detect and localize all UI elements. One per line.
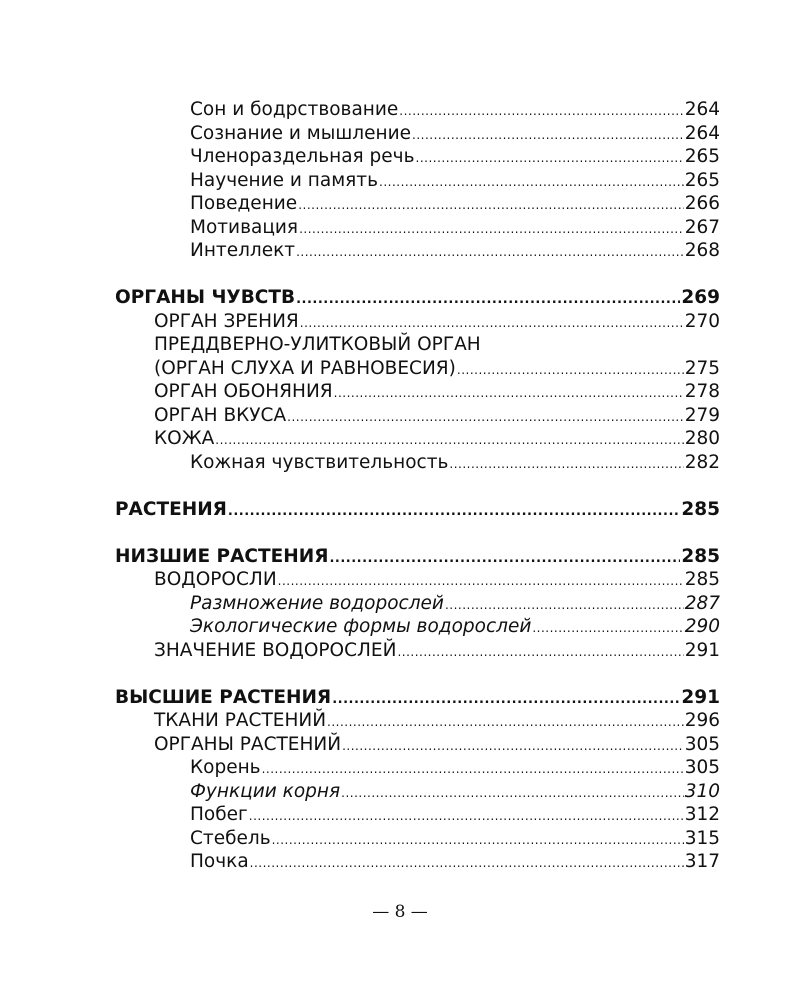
- toc-entry[interactable]: [115, 733, 720, 757]
- toc-entry-title: ОРГАН ОБОНЯНИЯ: [154, 381, 333, 402]
- dot-leader: [215, 427, 683, 453]
- toc-entry-page-number: 265: [684, 169, 720, 191]
- toc-section: [115, 98, 720, 263]
- toc-entry-page-number: 268: [684, 240, 720, 261]
- toc-entry[interactable]: [115, 310, 720, 334]
- toc-entry-title: Стебель: [190, 827, 271, 849]
- toc-entry[interactable]: [115, 122, 720, 146]
- dot-leader: [287, 404, 684, 430]
- toc-entry[interactable]: [115, 592, 720, 616]
- toc-entry-page-number: 312: [684, 804, 720, 825]
- toc-entry-title: Почка: [190, 851, 249, 872]
- toc-entry[interactable]: [115, 803, 720, 827]
- dot-leader: [228, 498, 680, 524]
- toc-entry-page-number: 310: [684, 780, 720, 802]
- toc-entry[interactable]: [115, 145, 720, 169]
- toc-entry-title: Членораздельная речь: [190, 146, 415, 167]
- toc-entry[interactable]: [115, 827, 720, 851]
- toc-entry[interactable]: [115, 780, 720, 804]
- toc-entry-title: Научение и память: [190, 169, 378, 191]
- toc-entry-title: Интеллект: [190, 240, 296, 261]
- toc-entry[interactable]: [115, 427, 720, 451]
- dot-leader: [332, 686, 680, 712]
- toc-entry[interactable]: [115, 169, 720, 193]
- toc-entry-title: Экологические формы водорослей: [190, 616, 532, 637]
- toc-entry-title: ПРЕДДВЕРНО-УЛИТКОВЫЙ ОРГАН: [154, 334, 481, 355]
- toc-entry-title: РАСТЕНИЯ: [115, 498, 227, 520]
- toc-entry[interactable]: [115, 568, 720, 592]
- toc-entry[interactable]: [115, 756, 720, 780]
- toc-section: [115, 286, 720, 474]
- dot-leader: [334, 380, 684, 406]
- toc-entry-title: (ОРГАН СЛУХА И РАВНОВЕСИЯ): [154, 357, 456, 379]
- toc-entry[interactable]: [115, 192, 720, 216]
- toc-entry-title: ВЫСШИЕ РАСТЕНИЯ: [115, 686, 332, 708]
- toc-entry[interactable]: [115, 498, 720, 522]
- toc-entry-page-number: 305: [684, 733, 720, 755]
- toc-entry-page-number: 290: [684, 616, 720, 637]
- toc-entry-page-number: 315: [684, 827, 720, 849]
- toc-entry[interactable]: [115, 545, 720, 569]
- toc-entry[interactable]: [115, 709, 720, 733]
- toc-entry[interactable]: [115, 357, 720, 381]
- toc-entry-page-number: 285: [684, 569, 720, 590]
- toc-entry-title: Мотивация: [190, 216, 299, 238]
- toc-entry-page-number: 265: [684, 146, 720, 167]
- dot-leader: [296, 239, 684, 265]
- dot-leader: [327, 709, 684, 735]
- toc-section: [115, 545, 720, 663]
- toc-entry-page-number: 269: [681, 287, 720, 308]
- dot-leader: [278, 568, 684, 594]
- toc-entry-page-number: 275: [684, 357, 720, 379]
- toc-entry-title: ОРГАН ЗРЕНИЯ: [154, 310, 299, 332]
- dot-leader: [298, 192, 683, 218]
- toc-entry-page-number: 317: [684, 851, 720, 872]
- toc-entry-page-number: 305: [684, 757, 720, 778]
- toc-entry-title: Поведение: [190, 193, 298, 214]
- toc-section: [115, 498, 720, 522]
- toc-entry-page-number: 287: [684, 592, 720, 614]
- toc-entry[interactable]: [115, 850, 720, 874]
- toc-entry[interactable]: [115, 216, 720, 240]
- table-of-contents: [115, 98, 720, 897]
- dot-leader: [250, 850, 684, 876]
- dot-leader: [399, 98, 683, 124]
- page-number: — 8 —: [372, 902, 428, 922]
- toc-entry[interactable]: [115, 451, 720, 475]
- toc-entry-page-number: 296: [684, 710, 720, 731]
- dot-leader: [272, 827, 684, 853]
- toc-entry-page-number: 282: [684, 451, 720, 473]
- toc-entry-page-number: 285: [681, 545, 720, 567]
- toc-entry-page-number: 267: [684, 216, 720, 238]
- dot-leader: [397, 639, 683, 665]
- toc-entry-page-number: 266: [684, 193, 720, 214]
- dot-leader: [532, 615, 683, 641]
- toc-entry-page-number: 278: [684, 381, 720, 402]
- toc-entry-title: Размножение водорослей: [190, 592, 444, 614]
- toc-entry-page-number: 291: [684, 639, 720, 661]
- toc-entry-title: НИЗШИЕ РАСТЕНИЯ: [115, 545, 329, 567]
- toc-entry-title: ОРГАН ВКУСА: [154, 404, 287, 426]
- toc-entry-title: Сон и бодрствование: [190, 99, 399, 120]
- toc-entry-title: Корень: [190, 757, 261, 778]
- toc-entry[interactable]: [115, 615, 720, 639]
- dot-leader: [445, 592, 684, 618]
- toc-entry-title: КОЖА: [154, 428, 215, 449]
- toc-entry-title: ТКАНИ РАСТЕНИЙ: [154, 710, 327, 731]
- dot-leader: [457, 357, 684, 383]
- dot-leader: [249, 803, 684, 829]
- dot-leader: [449, 451, 683, 477]
- toc-entry[interactable]: [115, 333, 720, 357]
- dot-leader: [296, 286, 680, 312]
- toc-entry-title: ОРГАНЫ ЧУВСТВ: [115, 287, 296, 308]
- toc-entry-page-number: 280: [684, 428, 720, 449]
- toc-entry-page-number: 264: [684, 99, 720, 120]
- toc-entry[interactable]: [115, 404, 720, 428]
- toc-entry-page-number: 264: [684, 122, 720, 144]
- toc-entry-page-number: 270: [684, 310, 720, 332]
- toc-entry-page-number: 279: [684, 404, 720, 426]
- toc-entry-title: Функции корня: [190, 780, 341, 802]
- toc-entry-page-number: 285: [681, 498, 720, 520]
- dot-leader: [329, 545, 680, 571]
- dot-leader: [300, 310, 684, 336]
- dot-leader: [379, 169, 684, 195]
- toc-section: [115, 686, 720, 874]
- dot-leader: [341, 780, 684, 806]
- toc-entry[interactable]: [115, 239, 720, 263]
- dot-leader: [299, 216, 684, 242]
- toc-entry[interactable]: [115, 286, 720, 310]
- toc-entry[interactable]: [115, 639, 720, 663]
- dot-leader: [412, 122, 684, 148]
- toc-entry-page-number: 291: [681, 686, 720, 708]
- toc-entry-title: ВОДОРОСЛИ: [154, 569, 277, 590]
- toc-entry[interactable]: [115, 686, 720, 710]
- dot-leader: [416, 145, 684, 171]
- toc-entry-title: ОРГАНЫ РАСТЕНИЙ: [154, 733, 342, 755]
- toc-entry-title: Сознание и мышление: [190, 122, 411, 144]
- toc-entry[interactable]: [115, 98, 720, 122]
- toc-entry[interactable]: [115, 380, 720, 404]
- toc-entry-title: Побег: [190, 804, 248, 825]
- toc-entry-title: Кожная чувствительность: [190, 451, 449, 473]
- dot-leader: [262, 756, 684, 782]
- toc-entry-title: ЗНАЧЕНИЕ ВОДОРОСЛЕЙ: [154, 639, 397, 661]
- dot-leader: [342, 733, 684, 759]
